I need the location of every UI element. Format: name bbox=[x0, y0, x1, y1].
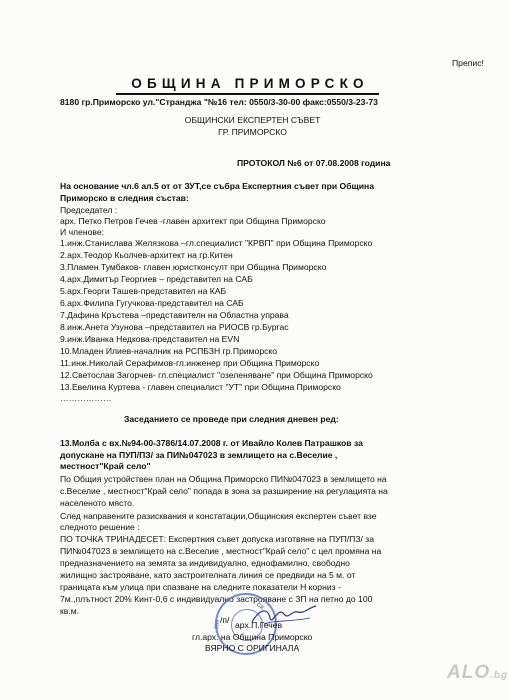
certified-copy: ВЯРНО С ОРИГИНАЛА bbox=[205, 643, 300, 653]
item13-para2-2: следното решение : bbox=[60, 522, 140, 532]
item13-decision-7: кв.м. bbox=[60, 606, 80, 616]
svg-text:СК: СК bbox=[254, 601, 265, 612]
watermark-brand: ALO bbox=[447, 662, 491, 683]
watermark-logo bbox=[447, 662, 508, 684]
title-underline bbox=[116, 93, 379, 95]
address-line: 8180 гр.Приморско ул."Странджа "№16 тел: 0550/3-30-00 факс:0550/3-23-73 bbox=[60, 97, 378, 107]
item13-decision-4: жилищно застрояване, като застроителната линия се предвиди на 5 м. от bbox=[60, 570, 356, 580]
member-item: 5.арх.Георги Ташев-представител на КАБ bbox=[60, 286, 227, 296]
item13-para1-1: По Общия устройствен план на Община Приморско ПИ№047023 в землището на bbox=[60, 474, 387, 484]
member-item: 9.инж.Иванка Недкова-представител на EVN bbox=[60, 334, 240, 344]
sign-prefix: /п/ bbox=[220, 615, 230, 625]
member-item: 2.арх.Теодор Кьолчев-архитект на гр.Китен bbox=[60, 250, 233, 260]
item13-title-1: 13.Молба с вх.№94-00-3786/14.07.2008 г. от Ивайло Колев Патрашков за bbox=[60, 438, 363, 448]
item13-para1-3: населеното място. bbox=[60, 498, 135, 508]
item13-decision-2: ПИ№047023 в землището на с.Веселие , местност"Край село" с цел промяна на bbox=[60, 546, 382, 556]
member-item: 1.инж.Станислава Желязкова –гл.специалист "КРВП" при Община Приморско bbox=[60, 238, 373, 248]
item13-title-2: допускане на ПУП/ПЗ/ за ПИ№047023 в землището на с.Веселие , bbox=[60, 450, 338, 460]
member-item: 3.Пламен Тумбаков- главен юристконсулт при Община Приморско bbox=[60, 262, 327, 272]
member-item: 6.арх.Филипа Гугучкова-представител на САБ bbox=[60, 298, 244, 308]
protocol-title: ПРОТОКОЛ №6 от 07.08.2008 година bbox=[237, 158, 391, 168]
member-item: 12.Светослав Загорчев- гл.специалист "озеленяване" при Община Приморско bbox=[60, 370, 373, 380]
members-label: И членове: bbox=[60, 227, 104, 237]
member-item: 10.Младен Илиев-началник на РСПБЗН гр.Приморско bbox=[60, 346, 278, 356]
signatory-role: гл.арх. на Община Приморско bbox=[192, 632, 313, 642]
member-item: 7.Дафина Кръстева –представителн на Областна управа bbox=[60, 310, 289, 320]
member-item: 11.инж.Николай Серафимов-гл.инженер при Община Приморско bbox=[60, 358, 320, 368]
chair-label: Председател : bbox=[60, 205, 118, 215]
intro-line-2: Приморско в следния състав: bbox=[60, 193, 189, 203]
svg-text:ИН: ИН bbox=[214, 619, 222, 630]
item13-decision-1: ПО ТОЧКА ТРИНАДЕСЕТ: Експертния съвет допуска изготвяне на ПУП/ПЗ/ за bbox=[60, 534, 375, 544]
member-item: 13.Евелина Куртева - главен специалист "УТ" при Община Приморско bbox=[60, 382, 341, 392]
signatory-name: арх.П.Гечев bbox=[235, 620, 283, 630]
org-title: ОБЩИНА ПРИМОРСКО bbox=[131, 76, 369, 91]
item13-para1-2: с.Веселие , местност"Край село" попада в зона за разширение на регулацията на bbox=[60, 486, 388, 496]
item13-decision-5: границата към улица при спазване на следните показатели Н корниз - bbox=[60, 582, 341, 592]
member-item: 4.арх.Димитър Георгиев – представител на САБ bbox=[60, 274, 253, 284]
council-name: ОБЩИНСКИ ЕКСПЕРТЕН СЪВЕТ bbox=[184, 115, 321, 125]
item13-title-3: местност"Край село" bbox=[60, 461, 151, 471]
item13-decision-6: 7м.,плътност 20% Кинт-0,6 с индивидуално застрояване с ЗП на петно до 100 bbox=[60, 594, 373, 604]
item13-decision-3: предназначението на земята за индивидуално, еднофамилно, свободно bbox=[60, 558, 350, 568]
member-item: 8.инж.Анета Узунова –представител на РИОСВ гр.Бургас bbox=[60, 322, 289, 332]
watermark-tld: .bg bbox=[490, 670, 509, 681]
chair-name: арх. Петко Петров Гечев -главен архитект при Община Приморско bbox=[60, 216, 326, 226]
item13-para2-1: След направените разисквания и констатации,Общинския експертен съвет взе bbox=[60, 511, 377, 521]
intro-line-1: На основание чл.6 ал.5 от от ЗУТ,се събра Експертния съвет при Община bbox=[60, 181, 375, 191]
agenda-heading: Заседанието се проведе при следния дневен ред: bbox=[124, 414, 339, 424]
copy-mark: Препис! bbox=[452, 58, 484, 68]
members-dots: ……………… bbox=[60, 393, 112, 403]
council-city: ГР. ПРИМОРСКО bbox=[218, 127, 287, 137]
